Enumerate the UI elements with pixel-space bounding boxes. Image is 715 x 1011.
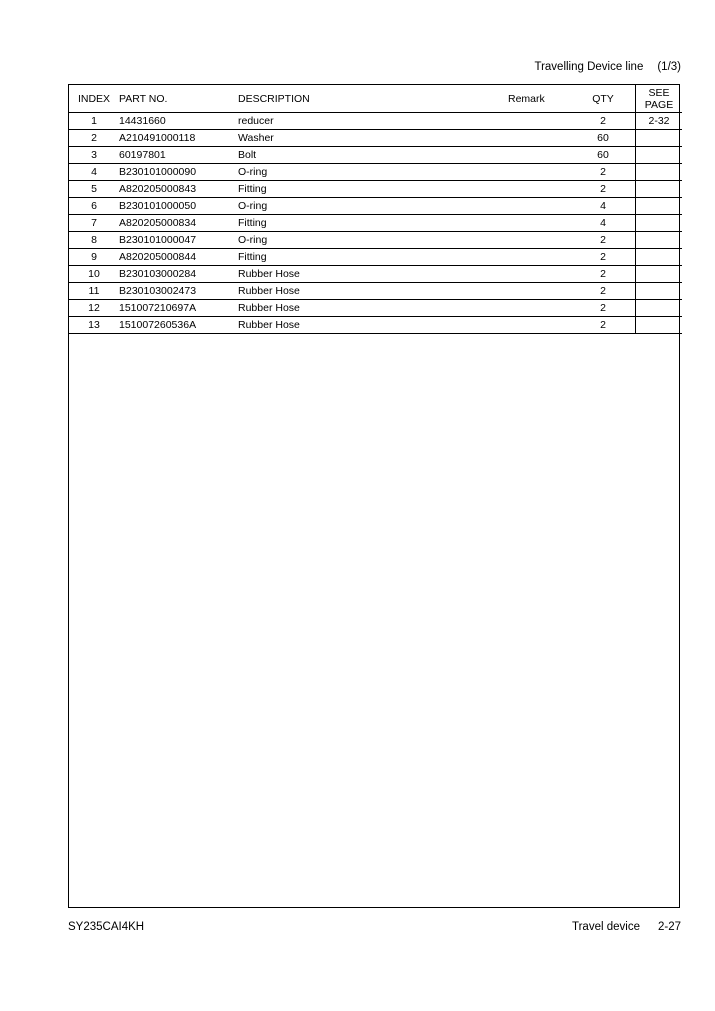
cell-part-no: B230101000047: [119, 232, 238, 249]
table-row: [69, 300, 682, 317]
cell-description: Rubber Hose: [238, 266, 508, 283]
cell-remark: [508, 317, 571, 334]
cell-index: 1: [69, 113, 119, 130]
cell-part-no: A820205000843: [119, 181, 238, 198]
cell-remark: [508, 130, 571, 147]
cell-description: Fitting: [238, 249, 508, 266]
cell-remark: [508, 283, 571, 300]
cell-index: 6: [69, 198, 119, 215]
cell-qty: 4: [571, 215, 636, 232]
cell-description: Rubber Hose: [238, 283, 508, 300]
cell-remark: [508, 181, 571, 198]
cell-see-page: 2-32: [636, 113, 683, 130]
see-page-line-2: PAGE: [644, 98, 674, 111]
cell-remark: [508, 164, 571, 181]
cell-qty: 60: [571, 130, 636, 147]
cell-description: O-ring: [238, 232, 508, 249]
column-header-qty: QTY: [571, 85, 636, 113]
cell-part-no: A820205000834: [119, 215, 238, 232]
section-title: Travelling Device line: [534, 61, 644, 73]
page-footer: [572, 921, 681, 933]
cell-description: O-ring: [238, 198, 508, 215]
table-row: [69, 215, 682, 232]
page-of-count: (1/3): [657, 61, 681, 73]
cell-see-page: [636, 249, 683, 266]
table-row: [69, 113, 682, 130]
column-header-see-page: [636, 85, 683, 113]
table-row: [69, 130, 682, 147]
column-header-description: DESCRIPTION: [238, 85, 508, 113]
cell-part-no: 14431660: [119, 113, 238, 130]
cell-remark: [508, 266, 571, 283]
column-header-index: INDEX: [69, 85, 119, 113]
parts-list-frame: [68, 84, 680, 908]
cell-remark: [508, 249, 571, 266]
cell-part-no: B230101000090: [119, 164, 238, 181]
cell-description: Rubber Hose: [238, 317, 508, 334]
page-header: [534, 61, 681, 73]
cell-description: Rubber Hose: [238, 300, 508, 317]
cell-remark: [508, 198, 571, 215]
cell-index: 12: [69, 300, 119, 317]
cell-see-page: [636, 130, 683, 147]
cell-qty: 2: [571, 317, 636, 334]
cell-see-page: [636, 266, 683, 283]
table-row: [69, 147, 682, 164]
cell-index: 2: [69, 130, 119, 147]
table-row: [69, 317, 682, 334]
cell-index: 13: [69, 317, 119, 334]
cell-see-page: [636, 181, 683, 198]
cell-see-page: [636, 283, 683, 300]
cell-qty: 2: [571, 181, 636, 198]
cell-index: 7: [69, 215, 119, 232]
cell-qty: 2: [571, 283, 636, 300]
table-row: [69, 232, 682, 249]
cell-remark: [508, 147, 571, 164]
cell-see-page: [636, 164, 683, 181]
cell-qty: 4: [571, 198, 636, 215]
cell-description: Fitting: [238, 181, 508, 198]
cell-description: Fitting: [238, 215, 508, 232]
cell-index: 4: [69, 164, 119, 181]
cell-qty: 2: [571, 300, 636, 317]
cell-see-page: [636, 215, 683, 232]
table-header-row: [69, 85, 682, 113]
cell-see-page: [636, 300, 683, 317]
cell-qty: 60: [571, 147, 636, 164]
cell-qty: 2: [571, 232, 636, 249]
table-row: [69, 198, 682, 215]
cell-see-page: [636, 317, 683, 334]
cell-remark: [508, 300, 571, 317]
cell-see-page: [636, 147, 683, 164]
cell-index: 3: [69, 147, 119, 164]
see-page-line-1: SEE: [648, 86, 670, 99]
cell-index: 8: [69, 232, 119, 249]
cell-part-no: 60197801: [119, 147, 238, 164]
parts-table-body: [69, 113, 682, 334]
cell-description: Bolt: [238, 147, 508, 164]
cell-part-no: B230101000050: [119, 198, 238, 215]
cell-index: 11: [69, 283, 119, 300]
footer-model: SY235CAI4KH: [68, 921, 145, 933]
cell-remark: [508, 232, 571, 249]
footer-section: Travel device: [572, 921, 640, 933]
cell-remark: [508, 215, 571, 232]
cell-description: Washer: [238, 130, 508, 147]
cell-qty: 2: [571, 113, 636, 130]
cell-part-no: B230103002473: [119, 283, 238, 300]
cell-qty: 2: [571, 266, 636, 283]
cell-index: 5: [69, 181, 119, 198]
parts-table: [69, 85, 682, 334]
cell-index: 9: [69, 249, 119, 266]
cell-part-no: B230103000284: [119, 266, 238, 283]
cell-description: O-ring: [238, 164, 508, 181]
table-row: [69, 266, 682, 283]
cell-part-no: A210491000118: [119, 130, 238, 147]
cell-see-page: [636, 198, 683, 215]
cell-qty: 2: [571, 164, 636, 181]
cell-remark: [508, 113, 571, 130]
footer-page-number: 2-27: [657, 921, 681, 933]
cell-part-no: 151007210697A: [119, 300, 238, 317]
cell-see-page: [636, 232, 683, 249]
table-row: [69, 249, 682, 266]
column-header-part-no: PART NO.: [119, 85, 238, 113]
cell-part-no: A820205000844: [119, 249, 238, 266]
table-row: [69, 164, 682, 181]
table-row: [69, 181, 682, 198]
cell-qty: 2: [571, 249, 636, 266]
cell-index: 10: [69, 266, 119, 283]
cell-part-no: 151007260536A: [119, 317, 238, 334]
column-header-remark: Remark: [508, 85, 571, 113]
table-row: [69, 283, 682, 300]
cell-description: reducer: [238, 113, 508, 130]
